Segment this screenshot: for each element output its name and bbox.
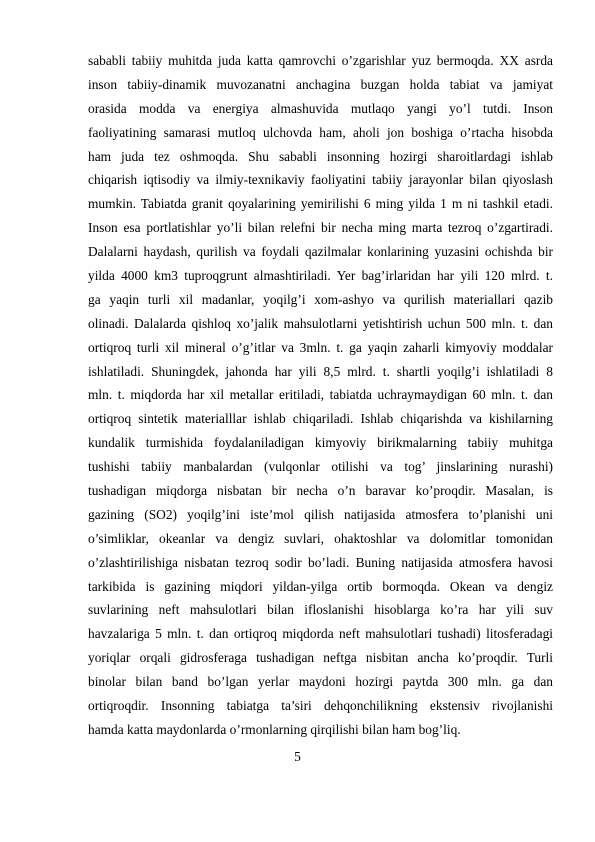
text-line: tushishi tabiiy manbalardan (vulqonlar otilishi va tog’ jinslarining nurashi) bbox=[88, 459, 553, 475]
text-line: gazining (SO2) yoqilg’ini iste’mol qilish natijasida atmosfera to’planishi uni bbox=[88, 506, 553, 522]
body-text bbox=[88, 49, 553, 742]
text-line: yoriqlar orqali gidrosferaga tushadigan neftga nisbitan ancha ko’proqdir. Turli bbox=[88, 650, 553, 666]
text-line: mumkin. Tabiatda granit qoyalarining yemirilishi 6 ming yilda 1 m ni tashkil etadi. bbox=[88, 196, 553, 212]
text-line: ortiqroq sintetik materialllar ishlab chiqariladi. Ishlab chiqarishda va kishilarning bbox=[88, 411, 553, 427]
text-line: ham juda tez oshmoqda. Shu sababli insonning hozirgi sharoitlardagi ishlab bbox=[88, 148, 553, 164]
text-line: tarkibida is gazining miqdori yildan-yilga ortib bormoqda. Okean va dengiz bbox=[88, 578, 553, 594]
text-line: sababli tabiiy muhitda juda katta qamrovchi o’zgarishlar yuz bermoqda. XX asrda bbox=[88, 53, 553, 68]
text-line: inson tabiiy-dinamik muvozanatni anchagina buzgan holda tabiat va jamiyat bbox=[88, 76, 553, 92]
text-line: kundalik turmishida foydalaniladigan kimyoviy birikmalarning tabiiy muhitga bbox=[88, 435, 553, 451]
text-line: ishlatiladi. Shuningdek, jahonda har yili 8,5 mlrd. t. shartli yoqilg’i ishlatiladi 8 bbox=[88, 363, 553, 379]
text-line: hamda katta maydonlarda o’rmonlarning qirqilishi bilan ham bog’liq. bbox=[88, 721, 461, 737]
text-line: o’simliklar, okeanlar va dengiz suvlari, ohaktoshlar va dolomitlar tomonidan bbox=[88, 530, 553, 546]
text-line: havzalariga 5 mln. t. dan ortiqroq miqdorda neft mahsulotlari tushadi) litosferadagi bbox=[88, 626, 553, 642]
text-line: ortiqroqdir. Insonning tabiatga ta’siri dehqonchilikning ekstensiv rivojlanishi bbox=[88, 698, 553, 714]
text-line: Inson esa portlatishlar yo’li bilan relefni bir necha ming marta tezroq o’zgartiradi. bbox=[88, 220, 553, 236]
text-line: olinadi. Dalalarda qishloq xo’jalik mahsulotlarni yetishtirish uchun 500 mln. t. dan bbox=[88, 315, 553, 331]
text-line: ga yaqin turli xil madanlar, yoqilg’i xom-ashyo va qurilish materiallari qazib bbox=[88, 291, 553, 307]
text-line: orasida modda va energiya almashuvida mutlaqo yangi yo’l tutdi. Inson bbox=[88, 100, 553, 116]
text-line: tushadigan miqdorga nisbatan bir necha o’n baravar ko’proqdir. Masalan, is bbox=[88, 483, 553, 499]
text-line: Dalalarni haydash, qurilish va foydali qazilmalar konlarining yuzasini ochishda bir bbox=[88, 244, 553, 260]
text-line: yilda 4000 km3 tuproqgrunt almashtiriladi. Yer bag’irlaridan har yili 120 mlrd. t. bbox=[88, 268, 553, 284]
text-line: chiqarish iqtisodiy va ilmiy-texnikaviy faoliyatini tabiiy jarayonlar bilan qiyoslash bbox=[88, 172, 553, 188]
text-line: binolar bilan band bo’lgan yerlar maydoni hozirgi paytda 300 mln. ga dan bbox=[88, 674, 553, 690]
text-line: ortiqroq turli xil mineral o’g’itlar va 3mln. t. ga yaqin zaharli kimyoviy moddalar bbox=[88, 339, 553, 355]
text-line: mln. t. miqdorda har xil metallar eritiladi, tabiatda uchraymaydigan 60 mln. t. dan bbox=[88, 387, 553, 403]
text-line: o’zlashtirilishiga nisbatan tezroq sodir bo’ladi. Buning natijasida atmosfera havosi bbox=[88, 554, 553, 570]
text-line: faoliyatining samarasi mutloq ulchovda ham, aholi jon boshiga o’rtacha hisobda bbox=[88, 124, 553, 140]
text-line: suvlarining neft mahsulotlari bilan ifloslanishi hisoblarga ko’ra har yili suv bbox=[88, 602, 553, 618]
page-number: 5 bbox=[294, 749, 301, 764]
